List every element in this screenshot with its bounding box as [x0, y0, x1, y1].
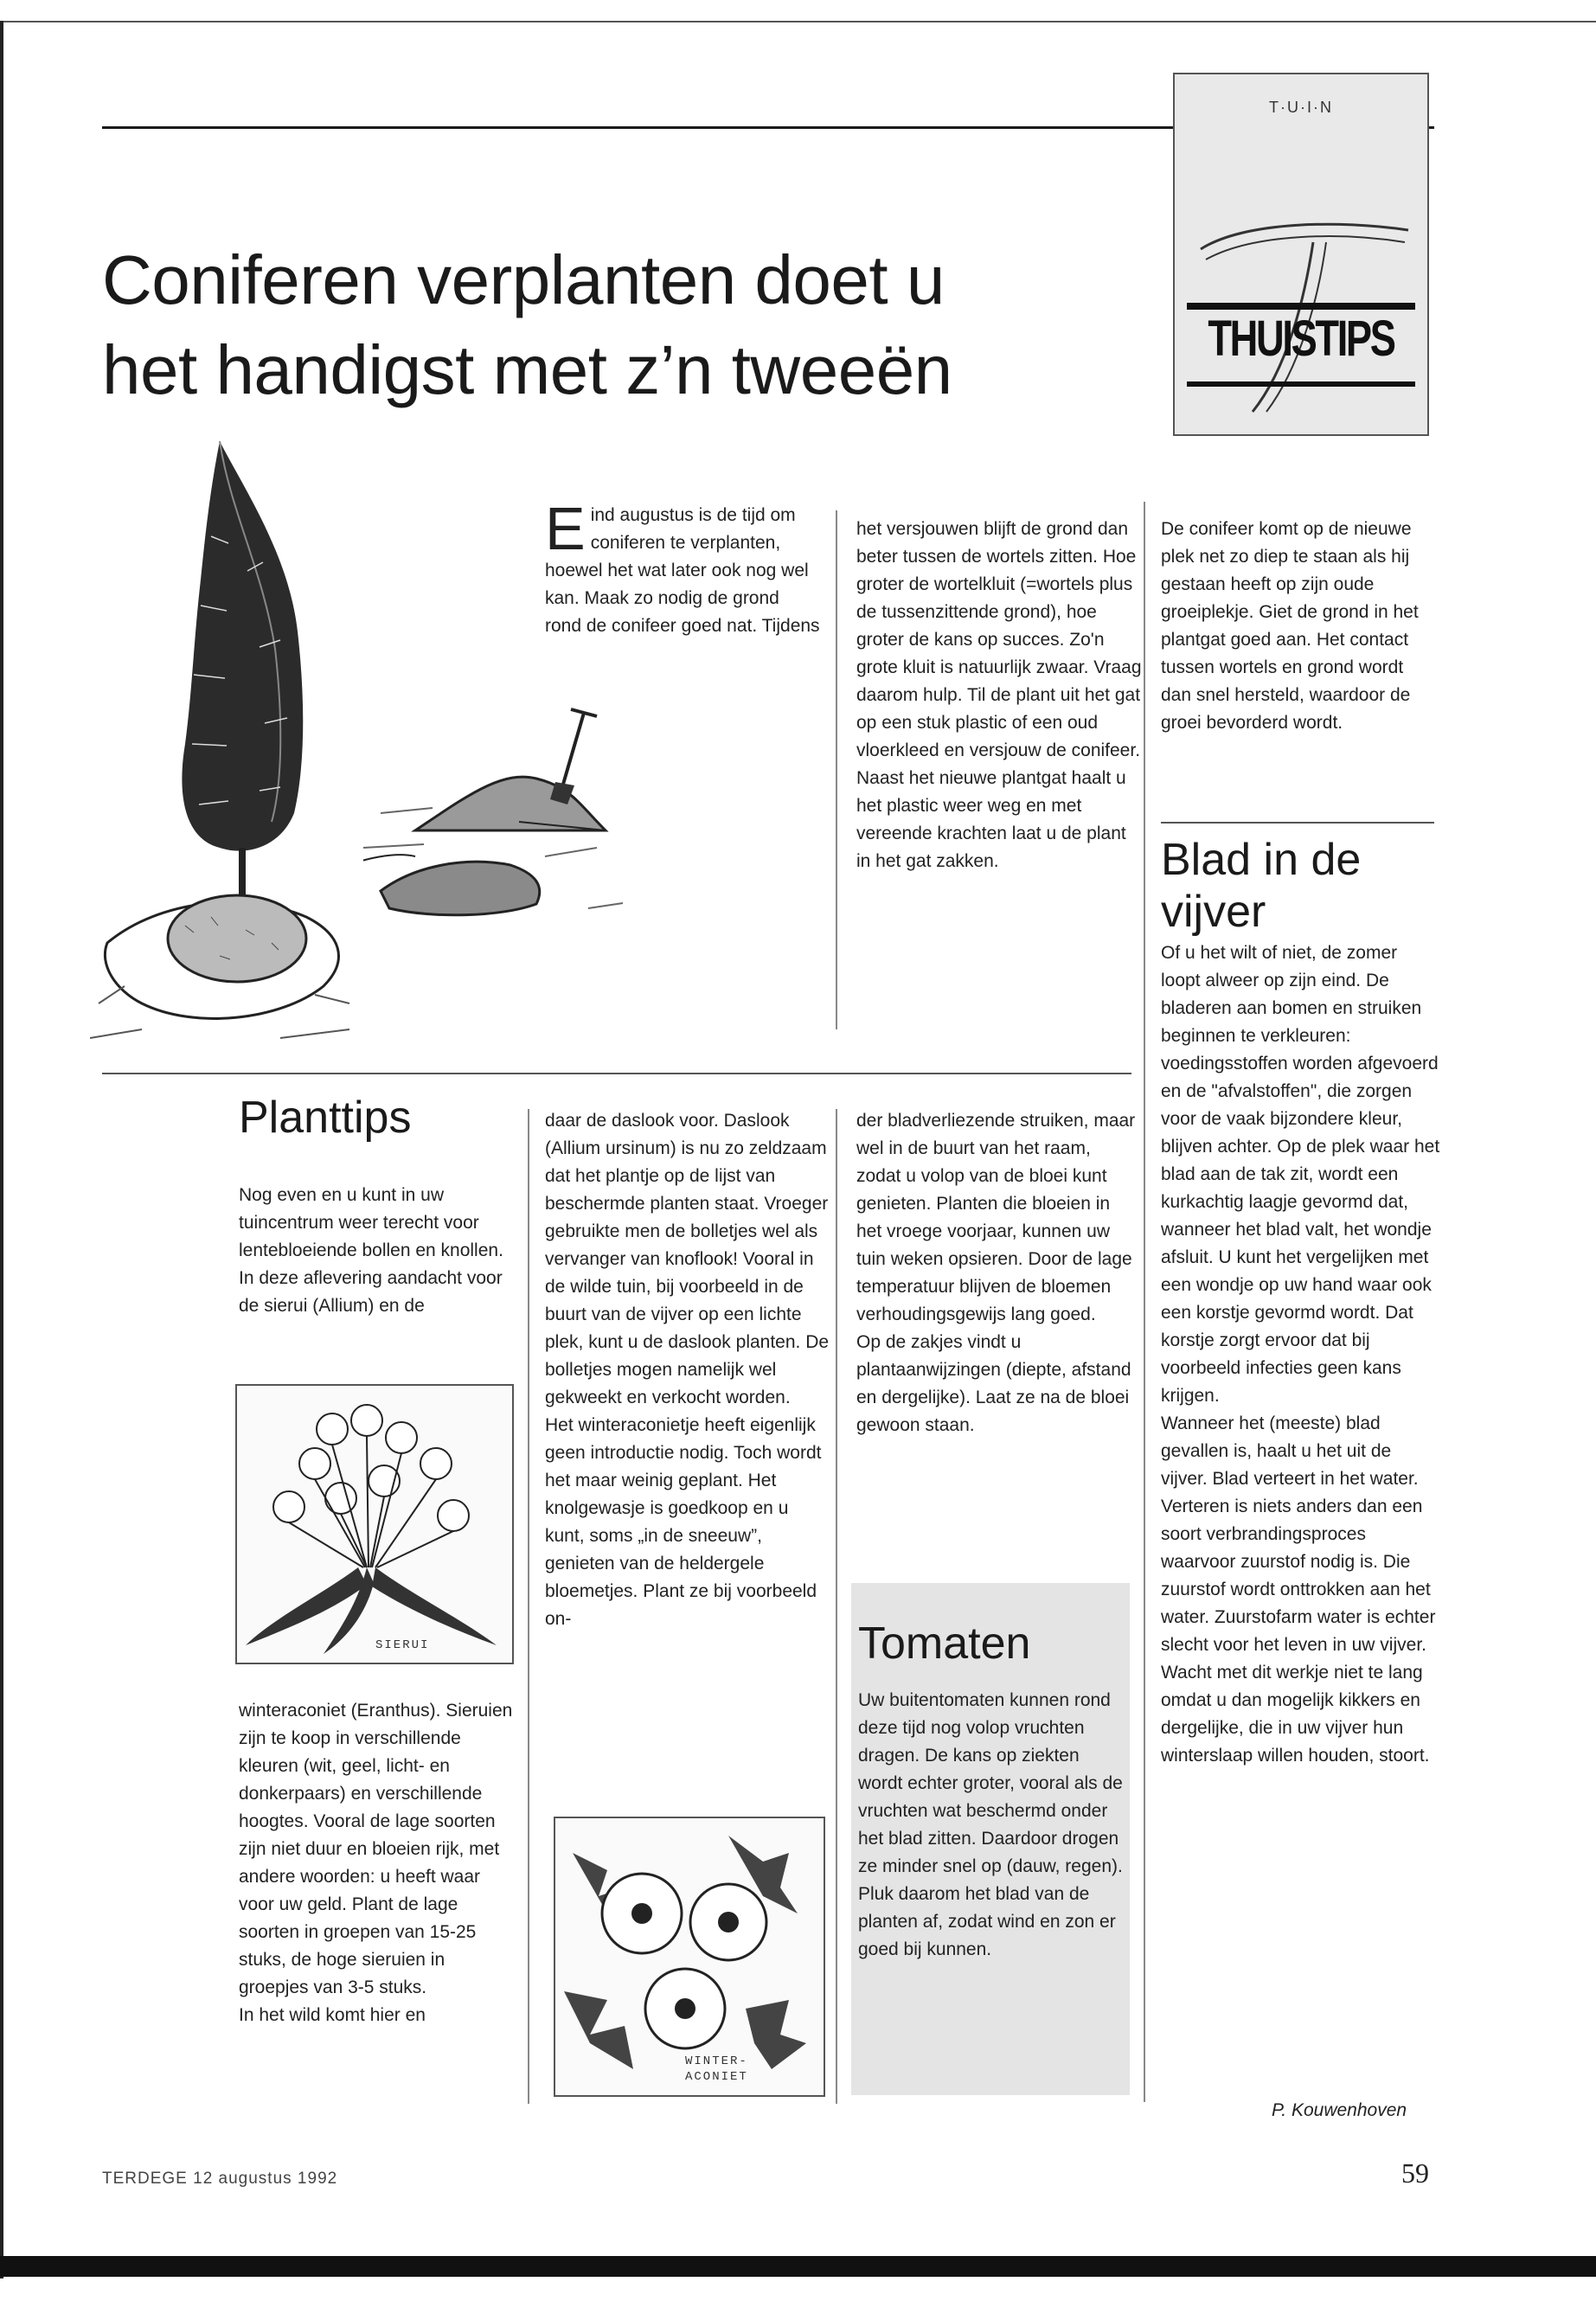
planting-hole-illustration — [363, 692, 779, 952]
bottom-page-band — [0, 2256, 1596, 2277]
tomaten-heading: Tomaten — [858, 1618, 1031, 1669]
logo-t-icon — [1183, 170, 1419, 429]
planttips-col3-text-b: Op de zakjes vindt u plantaanwijzingen (diepte, afstand en dergelijke). Laat ze na de bloei gewoon staan. — [856, 1332, 1131, 1435]
planttips-divider-1 — [528, 1109, 529, 2104]
vijver-heading: Blad in de vijver — [1161, 835, 1362, 937]
winteraconiet-caption-line-1: WINTER- — [685, 2054, 748, 2068]
article-dropcap: E — [545, 495, 586, 562]
vijver-text-b: Wanneer het (meeste) blad gevallen is, haalt u het uit de vijver. Blad verteert in het water. Verteren is niets anders dan een soort verbrandingsproces waarvoor zuurstof nodig is. Die zuurstof wordt onttrokken aan het water. Zuurstofarm water is echter slecht voor het leven in uw vijver. Wacht met dit werkje niet te lang omdat u dan mogelijk kikkers en dergelijke, die in uw vijver hun winterslaap willen houden, stoort. — [1161, 1413, 1436, 1766]
article-divider-1 — [836, 510, 837, 1029]
planttips-column-1 — [239, 1182, 516, 1320]
winteraconiet-illustration — [554, 1817, 825, 2097]
planttips-rule — [102, 1073, 1131, 1074]
article-col1-text: ind augustus is de tijd om coniferen te verplanten, hoewel het wat later ook nog wel kan. Maak zo nodig de grond rond de conifeer goed nat. Tijdens — [545, 505, 820, 636]
tomaten-box — [851, 1583, 1130, 2095]
article-title — [102, 235, 1123, 415]
winteraconiet-caption — [685, 2054, 748, 2085]
tomaten-text-b: Pluk daarom het blad van de planten af, zodat wind en zon er goed bij kunnen. — [858, 1884, 1116, 1959]
vijver-text: Of u het wilt of niet, de zomer loopt alweer op zijn eind. De bladeren aan bomen en struiken beginnen te verkleuren: voedingsstoffen worden afgevoerd en de "afvalstoffen", die zorgen voor de vaak bijzondere kleur, blijven achter. Op de plek waar het blad aan de tak zit, wordt een kurkachtig laagje gevormd dat, wanneer het blad valt, het wondje afsluit. U kunt het vergelijken met een wondje op uw hand waar ook een korstje gevormd wordt. Dat korstje zorgt ervoor dat bij voorbeeld infecties geen kans krijgen. — [1161, 943, 1440, 1406]
planttips-heading: Planttips — [239, 1093, 412, 1143]
article-column-2 — [856, 516, 1142, 875]
vijver-column — [1161, 939, 1441, 1770]
article-column-3 — [1161, 516, 1438, 737]
planttips-col3-text: der bladverliezende struiken, maar wel in de buurt van het raam, zodat u volop van de bloei kunt genieten. Planten die bloeien in het vroege voorjaar, kunnen uw tuin weken opsieren. Door de lage temperatuur blijven de bloemen verhoudingsgewijs lang goed. — [856, 1111, 1136, 1324]
top-page-rule — [0, 21, 1596, 22]
thuistips-logo — [1173, 73, 1429, 436]
planttips-divider-2 — [836, 1109, 837, 2104]
left-page-edge — [0, 21, 3, 2279]
logo-top-label: T·U·I·N — [1269, 99, 1333, 116]
planttips-col2-text-b: Het winteraconietje heeft eigenlijk geen introductie nodig. Toch wordt het maar weinig geplant. Het knolgewasje is goedkoop en u kunt, soms „in de sneeuw”, genieten van de heldergele bloemetjes. Plant ze bij voorbeeld on- — [545, 1415, 822, 1629]
planttips-column-3 — [856, 1107, 1140, 1439]
sierui-illustration — [235, 1384, 514, 1664]
tomaten-column — [858, 1687, 1123, 1964]
title-line-2: het handigst met z’n tweeën — [102, 331, 952, 408]
planttips-column-1b — [239, 1697, 516, 2029]
article-col3-text: De conifeer komt op de nieuwe plek net zo diep te staan als hij gestaan heeft op zijn oude groeiplekje. Giet de grond in het plantgat goed aan. Het contact tussen wortels en grond wordt dan snel hersteld, waardoor de groei bevorderd wordt. — [1161, 519, 1419, 733]
title-line-1: Coniferen verplanten doet u — [102, 241, 945, 318]
tomaten-text: Uw buitentomaten kunnen rond deze tijd nog volop vruchten dragen. De kans op ziekten wordt echter groter, vooral als de vruchten wat beschermd onder het blad zitten. Daardoor drogen ze minder snel op (dauw, regen). — [858, 1690, 1123, 1876]
planttips-after-image-2: In het wild komt hier en — [239, 2005, 426, 2025]
planttips-divider-3 — [1144, 502, 1145, 2102]
vijver-rule — [1161, 822, 1434, 824]
winteraconiet-caption-line-2: ACONIET — [685, 2070, 748, 2084]
article-col2-text: het versjouwen blijft de grond dan beter tussen de wortels zitten. Hoe groter de wortelkluit (=wortels plus de tussenzittende grond), hoe groter de kans op succes. Zo'n grote kluit is natuurlijk zwaar. Vraag daarom hulp. Til de plant uit het gat op een stuk plastic of een oud vloerkleed en versjouw de conifeer. Naast het nieuwe plantgat haalt u het plastic weer weg en met vereende krachten laat u de plant in het gat zakken. — [856, 519, 1142, 871]
footer-publication: TERDEGE 12 augustus 1992 — [102, 2170, 338, 2188]
logo-wordmark: THUISTIPS — [1208, 311, 1394, 367]
author-credit: P. Kouwenhoven — [1272, 2100, 1407, 2120]
planttips-intro: Nog even en u kunt in uw tuincentrum weer terecht voor lentebloeiende bollen en knollen. In deze aflevering aandacht voor de sierui (Allium) en de — [239, 1185, 503, 1316]
sierui-caption: SIERUI — [375, 1638, 430, 1652]
allium-flower-icon — [237, 1386, 512, 1663]
page-number: 59 — [1401, 2157, 1429, 2189]
planttips-column-2 — [545, 1107, 830, 1633]
article-column-1 — [545, 495, 820, 640]
planttips-col2-text: daar de daslook voor. Daslook (Allium ursinum) is nu zo zeldzaam dat het plantje op de lijst van beschermde planten staat. Vroeger gebruikte men de bolletjes wel als vervanger van knoflook! Vooral in de wilde tuin, bij voorbeeld in de buurt van de vijver op een lichte plek, kunt u de daslook planten. De bolletjes mogen namelijk wel gekweekt en verkocht worden. — [545, 1111, 830, 1407]
planttips-after-image: winteraconiet (Eranthus). Sieruien zijn te koop in verschillende kleuren (wit, geel, licht- en donkerpaars) en verschillende hoogtes. Vooral de lage soorten zijn niet duur en bloeien rijk, met andere woorden: u heeft waar voor uw geld. Plant de lage soorten in groepen van 15-25 stuks, de hoge sieruien in groepjes van 3-5 stuks. — [239, 1701, 513, 1997]
